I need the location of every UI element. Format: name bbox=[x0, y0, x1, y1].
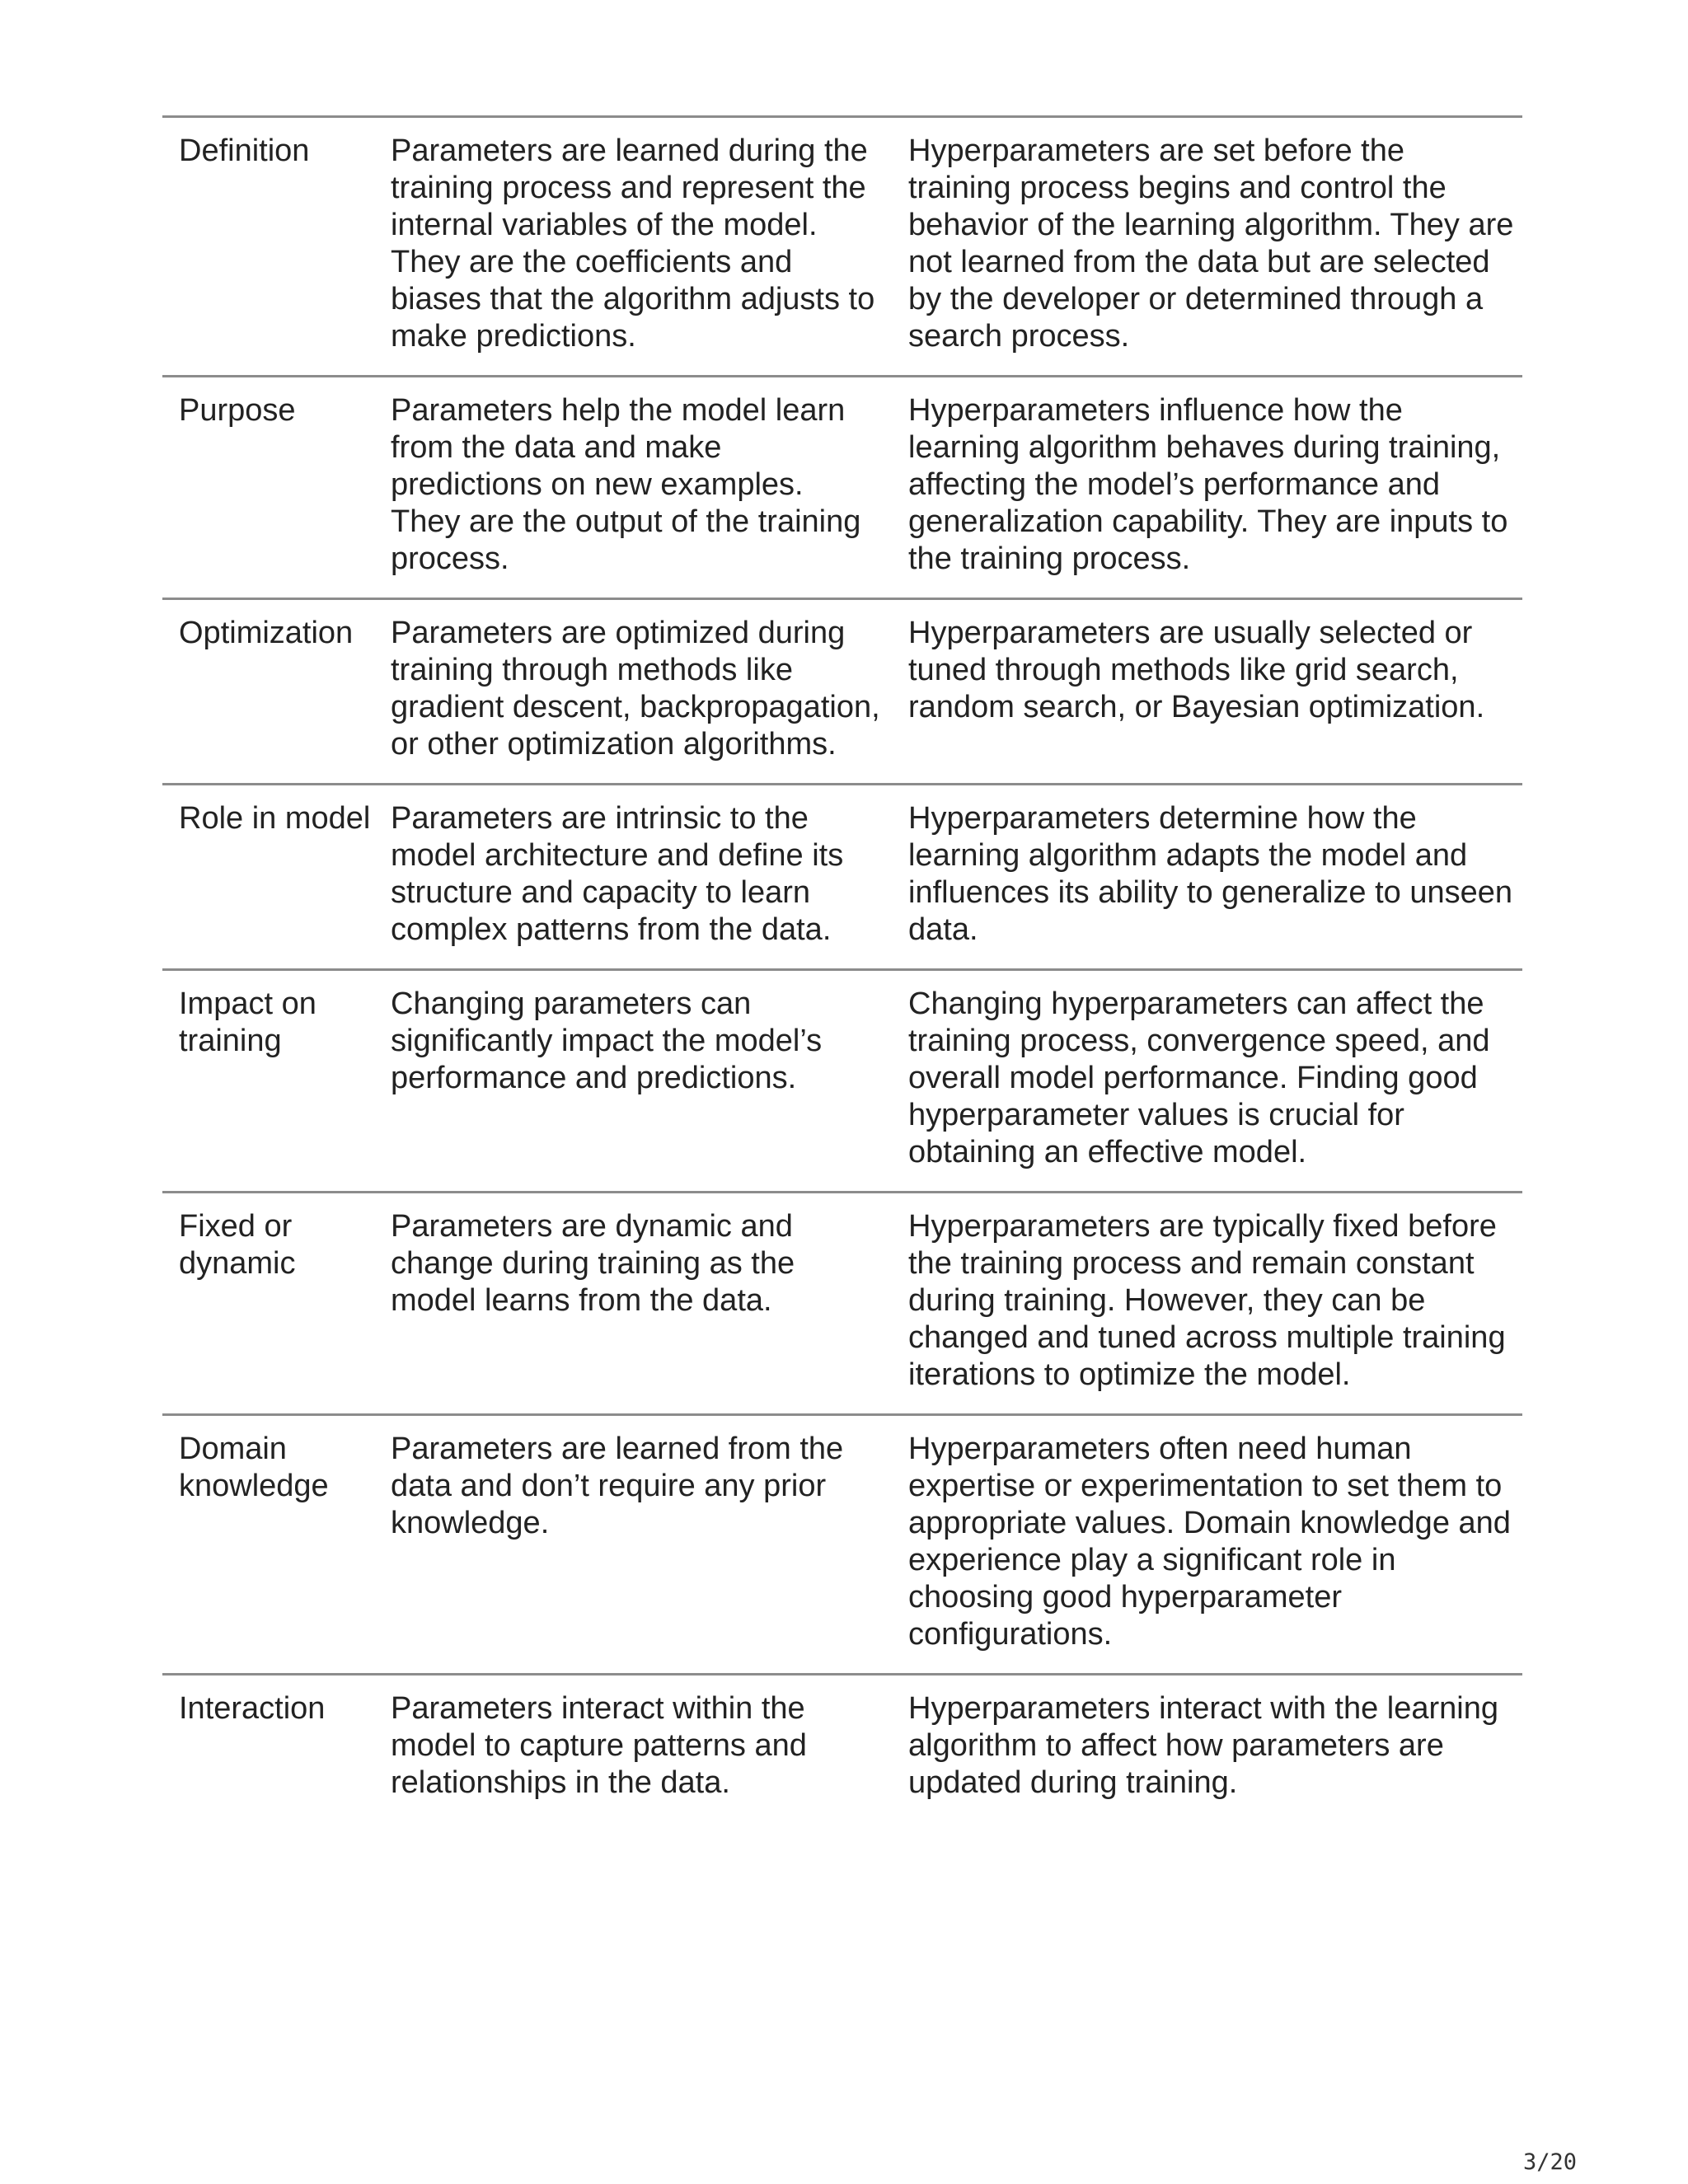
comparison-table bbox=[162, 115, 1522, 1821]
aspect-cell: Role in model bbox=[179, 801, 371, 836]
table-row bbox=[162, 117, 1522, 377]
table-row bbox=[162, 377, 1522, 599]
parameters-cell: Parameters interact within the model to capture patterns and relationships in the data. bbox=[391, 1691, 807, 1800]
parameters-cell: Parameters are intrinsic to the model architecture and define its structure and capacity to learn complex patterns from the data. bbox=[391, 801, 844, 947]
table-row bbox=[162, 1675, 1522, 1822]
hyperparameters-cell: Hyperparameters often need human expertise or experimentation to set them to appropriate values. Domain knowledge and experience play a significant role in choosing good hyperparameter configurations. bbox=[908, 1432, 1511, 1652]
aspect-cell: Impact on training bbox=[179, 987, 316, 1058]
parameters-cell: Parameters help the model learn from the data and make predictions on new examples. They are the output of the training process. bbox=[391, 393, 861, 576]
parameters-cell: Parameters are dynamic and change during training as the model learns from the data. bbox=[391, 1209, 795, 1318]
hyperparameters-cell: Changing hyperparameters can affect the training process, convergence speed, and overall model performance. Finding good hyperparameter values is crucial for obtaining an effective model. bbox=[908, 987, 1490, 1169]
aspect-cell: Purpose bbox=[179, 393, 296, 428]
aspect-cell: Domain knowledge bbox=[179, 1432, 329, 1503]
hyperparameters-cell: Hyperparameters influence how the learning algorithm behaves during training, affecting the model’s performance and generalization capability. They are inputs to the training process. bbox=[908, 393, 1508, 576]
aspect-cell: Optimization bbox=[179, 616, 354, 650]
parameters-cell: Parameters are optimized during training through methods like gradient descent, backpropagation, or other optimization algorithms. bbox=[391, 616, 880, 762]
table-row bbox=[162, 1415, 1522, 1675]
hyperparameters-cell: Hyperparameters interact with the learning algorithm to affect how parameters are updated during training. bbox=[908, 1691, 1499, 1800]
table-row bbox=[162, 785, 1522, 970]
hyperparameters-cell: Hyperparameters determine how the learning algorithm adapts the model and influences its ability to generalize to unseen data. bbox=[908, 801, 1513, 947]
hyperparameters-cell: Hyperparameters are typically fixed before the training process and remain constant during training. However, they can be changed and tuned across multiple training iterations to optimize the model. bbox=[908, 1209, 1506, 1392]
hyperparameters-cell: Hyperparameters are usually selected or tuned through methods like grid search, random search, or Bayesian optimization. bbox=[908, 616, 1485, 724]
table-row bbox=[162, 599, 1522, 785]
aspect-cell: Definition bbox=[179, 134, 310, 168]
hyperparameters-cell: Hyperparameters are set before the training process begins and control the behavior of the learning algorithm. They are not learned from the data but are selected by the developer or determined through a search process. bbox=[908, 134, 1514, 354]
parameters-cell: Parameters are learned from the data and don’t require any prior knowledge. bbox=[391, 1432, 844, 1540]
page-number: 3/20 bbox=[1523, 2149, 1578, 2175]
aspect-cell: Interaction bbox=[179, 1691, 326, 1726]
aspect-cell: Fixed or dynamic bbox=[179, 1209, 296, 1281]
table-row bbox=[162, 1193, 1522, 1415]
table-row bbox=[162, 970, 1522, 1193]
parameters-cell: Parameters are learned during the training process and represent the internal variables of the model. They are the coefficients and biases that the algorithm adjusts to make predictions. bbox=[391, 134, 875, 354]
parameters-cell: Changing parameters can significantly impact the model’s performance and predictions. bbox=[391, 987, 823, 1095]
